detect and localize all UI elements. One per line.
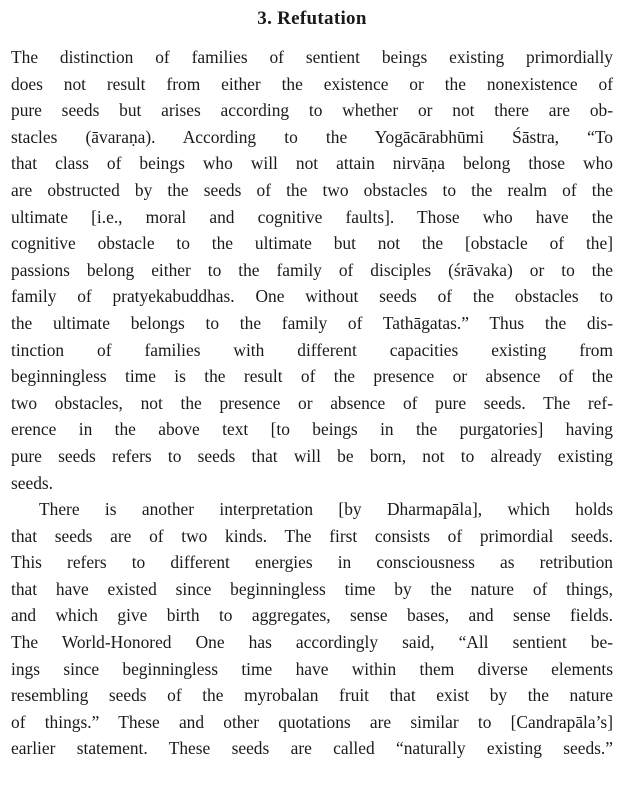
text-line: ings since beginningless time have within them diverse elements <box>11 658 613 679</box>
text-line: The World-Honored One has accordingly said, “All sentient be- <box>11 632 613 653</box>
text-line: cognitive obstacle to the ultimate but not the [obstacle of the] <box>11 233 613 254</box>
text-line: stacles (āvaraṇa). According to the Yogācārabhūmi Śāstra, “To <box>11 126 613 147</box>
text-line: two obstacles, not the presence or absence of pure seeds. The ref- <box>11 392 613 413</box>
text-line: family of pratyekabuddhas. One without seeds of the obstacles to <box>11 286 613 307</box>
text-line: resembling seeds of the myrobalan fruit that exist by the nature <box>11 685 613 706</box>
text-line: beginningless time is the result of the presence or absence of the <box>11 366 613 387</box>
text-line: passions belong either to the family of disciples (śrāvaka) or to the <box>11 259 613 280</box>
text-line: the ultimate belongs to the family of Tathāgatas.” Thus the dis- <box>11 312 613 333</box>
body-text <box>11 44 613 762</box>
text-line: tinction of families with different capacities existing from <box>11 339 613 360</box>
text-line: that class of beings who will not attain nirvāṇa belong those who <box>11 153 613 174</box>
text-line: are obstructed by the seeds of the two obstacles to the realm of the <box>11 179 613 200</box>
text-line: earlier statement. These seeds are called “naturally existing seeds.” <box>11 738 613 759</box>
section-heading: 3. Refutation <box>257 8 367 29</box>
text-line: erence in the above text [to beings in the purgatories] having <box>11 419 613 440</box>
text-line: ultimate [i.e., moral and cognitive faults]. Those who have the <box>11 206 613 227</box>
text-line: pure seeds refers to seeds that will be born, not to already existing <box>11 445 613 466</box>
text-line: that have existed since beginningless time by the nature of things, <box>11 578 613 599</box>
text-line: There is another interpretation [by Dharmapāla], which holds <box>39 499 613 520</box>
text-line: that seeds are of two kinds. The first consists of primordial seeds. <box>11 525 613 546</box>
text-line: seeds. <box>11 472 54 493</box>
text-line: does not result from either the existence or the nonexistence of <box>11 73 613 94</box>
text-line: The distinction of families of sentient beings existing primordially <box>11 47 613 67</box>
text-line: This refers to different energies in consciousness as retribution <box>11 552 613 573</box>
text-line: of things.” These and other quotations are similar to [Candrapāla’s] <box>11 711 613 732</box>
text-line: pure seeds but arises according to whether or not there are ob- <box>11 100 613 121</box>
text-line: and which give birth to aggregates, sense bases, and sense fields. <box>11 605 613 626</box>
